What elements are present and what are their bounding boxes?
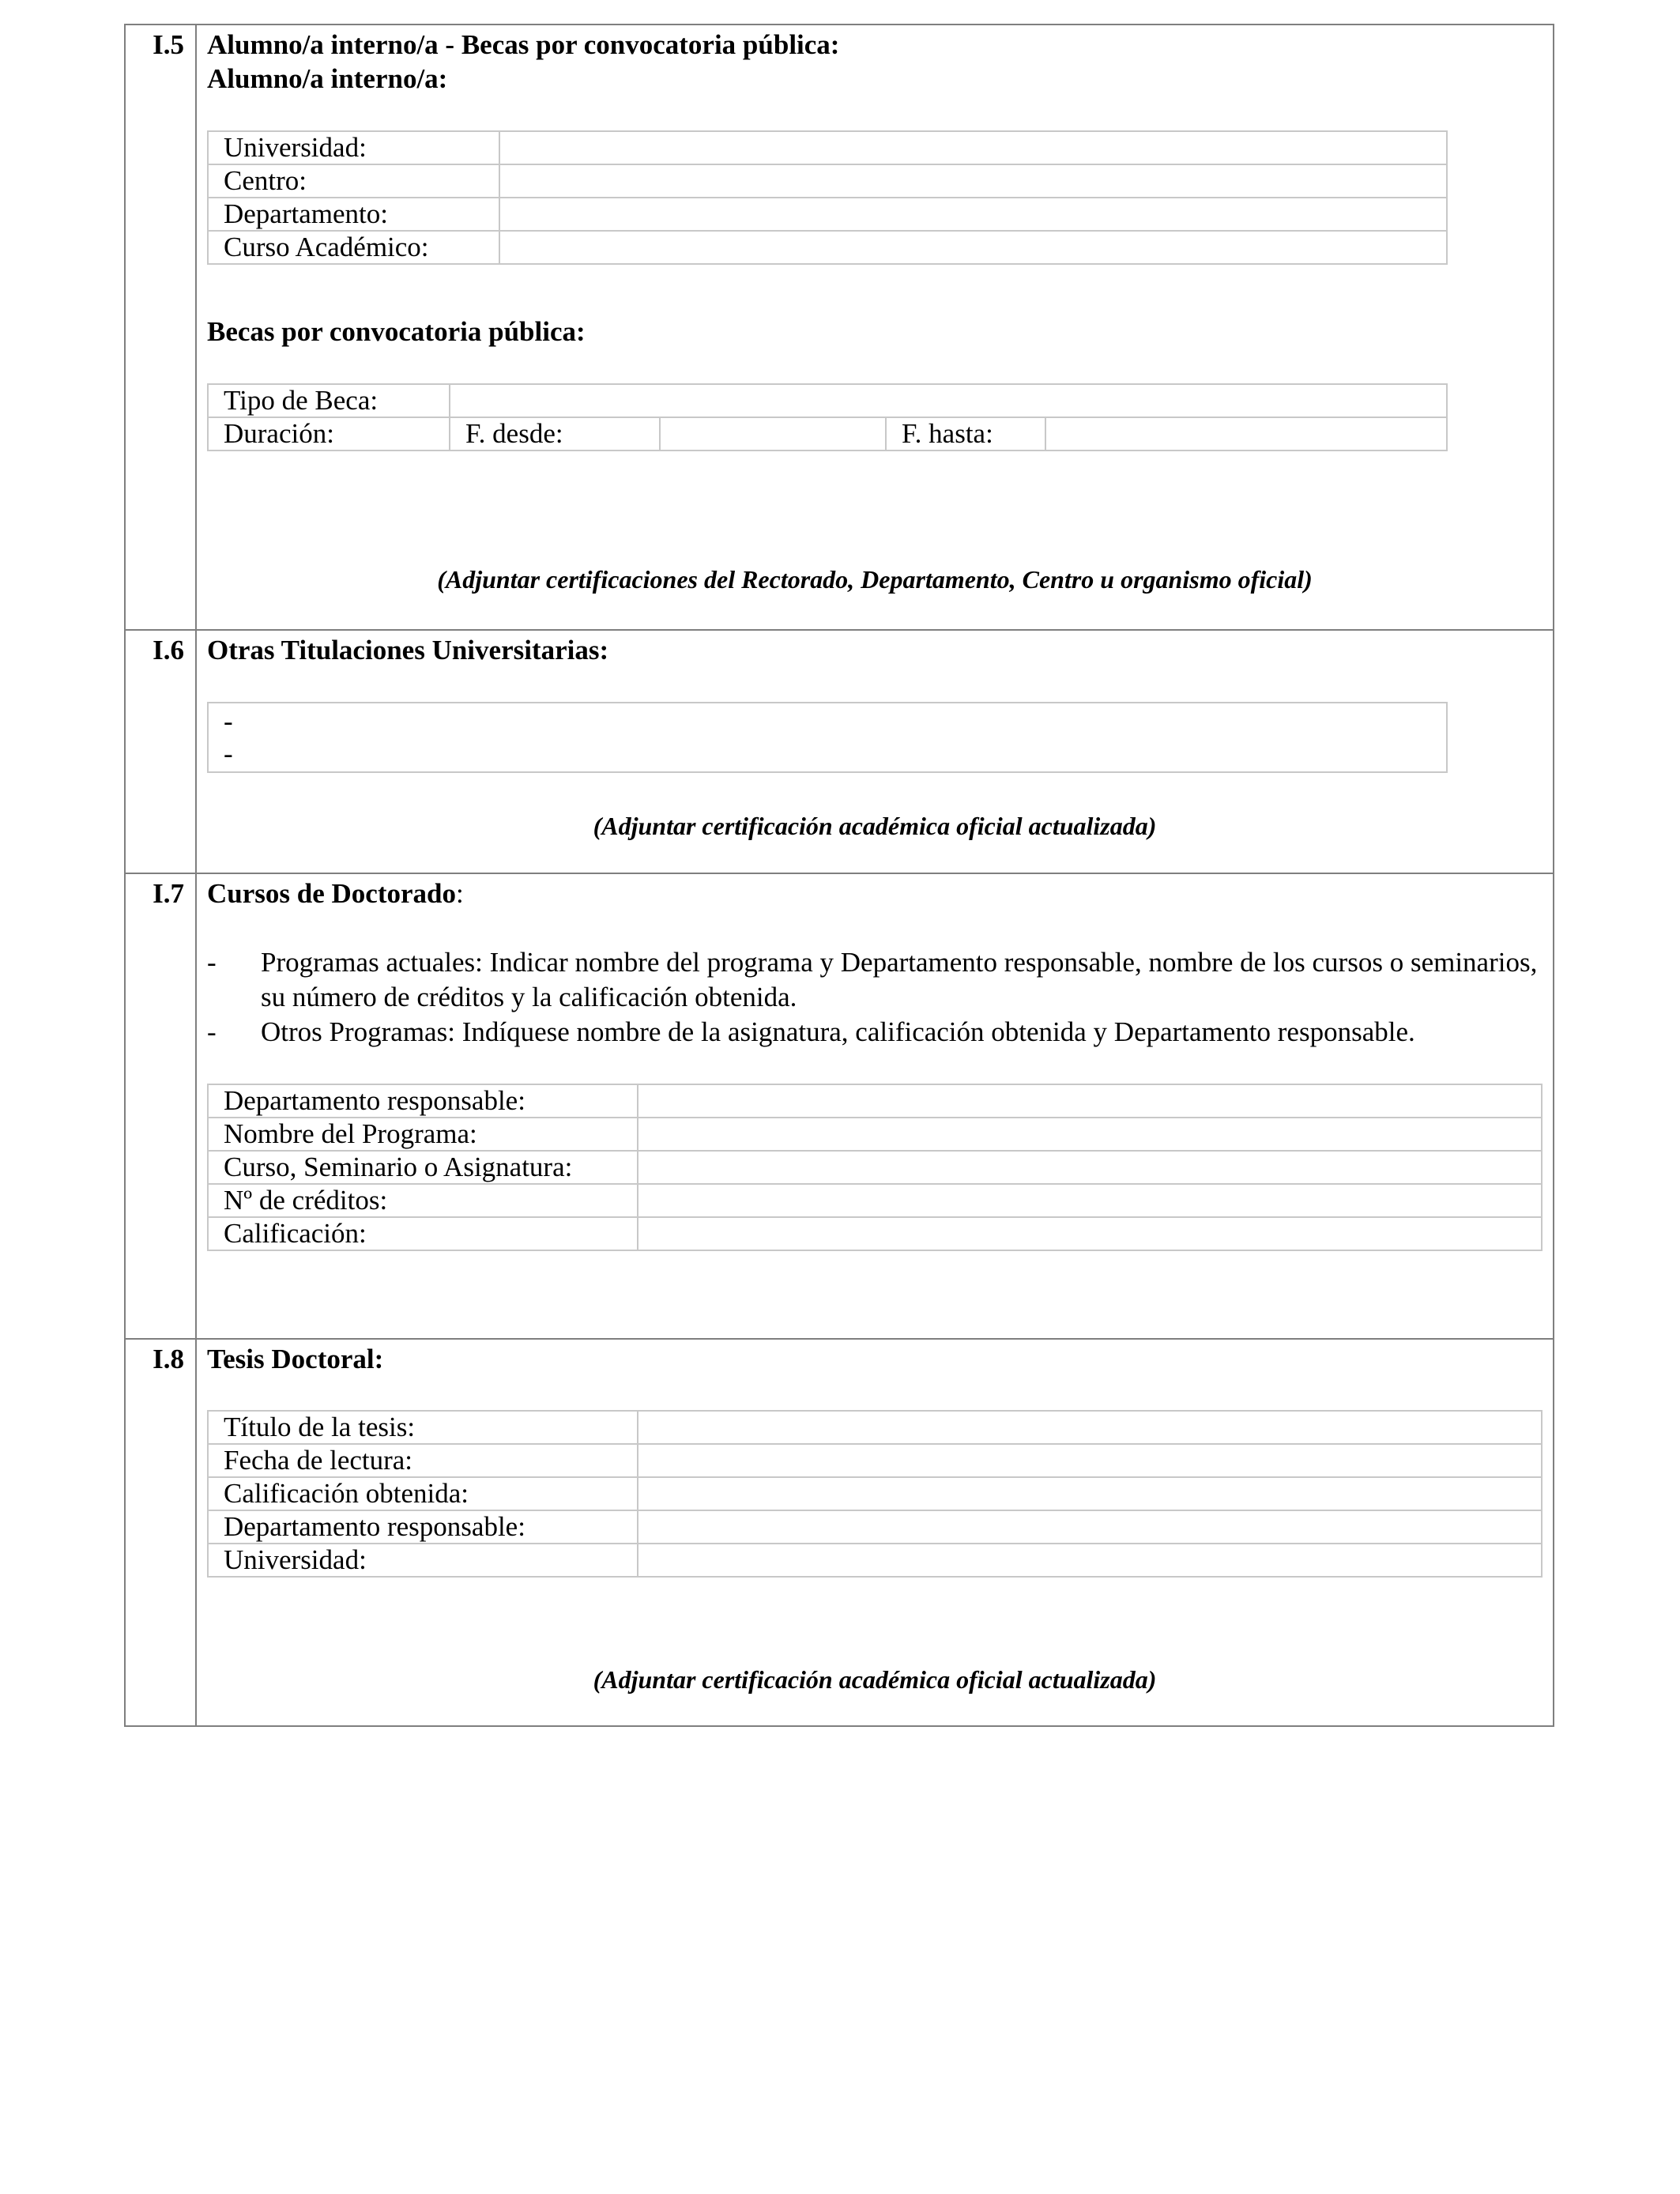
tesis-doctoral-table: [207, 1410, 1543, 1578]
table-row: [208, 1084, 1542, 1118]
field-label: Centro:: [208, 164, 499, 198]
table-row: [208, 131, 1447, 164]
section-heading-i6: Otras Titulaciones Universitarias:: [207, 635, 609, 665]
field-label: Duración:: [208, 417, 450, 450]
field-label: Departamento:: [208, 198, 499, 231]
universidad-tesis-input[interactable]: [638, 1544, 1542, 1577]
section-divider-i8: [124, 1338, 1554, 1340]
departamento-responsable-input[interactable]: [638, 1084, 1542, 1118]
section-number-i5: I.5: [153, 29, 184, 60]
bullet-marker: -: [207, 947, 217, 978]
field-label: F. hasta:: [886, 417, 1045, 450]
fecha-desde-input[interactable]: [660, 417, 886, 450]
section-divider-i6: [124, 629, 1554, 631]
titulo-tesis-input[interactable]: [638, 1411, 1542, 1444]
table-row: [208, 1184, 1542, 1217]
field-label: Tipo de Beca:: [208, 384, 450, 417]
field-label: Departamento responsable:: [208, 1084, 638, 1118]
section-number-i6: I.6: [153, 635, 184, 665]
titulaciones-box[interactable]: [207, 702, 1448, 773]
departamento-tesis-input[interactable]: [638, 1510, 1542, 1544]
heading-colon: :: [455, 878, 464, 909]
section-number-i8: I.8: [153, 1344, 184, 1374]
field-label: Nº de créditos:: [208, 1184, 638, 1217]
field-label: Universidad:: [208, 1544, 638, 1577]
alumno-interno-table: [207, 130, 1448, 265]
table-row: [208, 1217, 1542, 1250]
section-heading-i5: Alumno/a interno/a - Becas por convocatoria pública:: [207, 29, 840, 60]
note-i8: (Adjuntar certificación académica oficial actualizada): [593, 1665, 1157, 1694]
number-column-divider: [195, 24, 197, 1727]
heading-text: Cursos de Doctorado: [207, 878, 456, 909]
field-label: F. desde:: [450, 417, 660, 450]
becas-table: [207, 383, 1448, 451]
centro-input[interactable]: [499, 164, 1447, 198]
list-item: [207, 945, 1550, 1015]
list-item: [207, 1015, 1550, 1050]
field-label: Departamento responsable:: [208, 1510, 638, 1544]
table-row: [208, 384, 1447, 417]
table-row: [208, 1544, 1542, 1577]
table-row: [208, 1118, 1542, 1151]
field-label: Título de la tesis:: [208, 1411, 638, 1444]
nombre-programa-input[interactable]: [638, 1118, 1542, 1151]
alumno-interno-heading: Alumno/a interno/a:: [207, 63, 448, 94]
table-row: [208, 231, 1447, 264]
calificacion-input[interactable]: [638, 1217, 1542, 1250]
note-i6: (Adjuntar certificación académica oficial actualizada): [593, 812, 1157, 840]
departamento-input[interactable]: [499, 198, 1447, 231]
fecha-lectura-input[interactable]: [638, 1444, 1542, 1477]
section-heading-i8: Tesis Doctoral:: [207, 1344, 384, 1374]
field-label: Curso Académico:: [208, 231, 499, 264]
fecha-hasta-input[interactable]: [1045, 417, 1447, 450]
table-row: [208, 164, 1447, 198]
table-row: [208, 1151, 1542, 1184]
bullet-text: Otros Programas: Indíquese nombre de la asignatura, calificación obtenida y Departamento responsable.: [261, 1016, 1415, 1047]
table-row: [208, 198, 1447, 231]
curso-academico-input[interactable]: [499, 231, 1447, 264]
instructions-list: [207, 945, 1550, 1050]
field-label: Curso, Seminario o Asignatura:: [208, 1151, 638, 1184]
becas-heading: Becas por convocatoria pública:: [207, 316, 586, 347]
note-i5: (Adjuntar certificaciones del Rectorado, Departamento, Centro u organismo oficial): [437, 565, 1313, 594]
table-row: [208, 1477, 1542, 1510]
bullet-text: Programas actuales: Indicar nombre del programa y Departamento responsable, nombre de los cursos o seminarios, su número de créditos y la calificación obtenida.: [261, 947, 1538, 1012]
table-row: [208, 1444, 1542, 1477]
field-label: Universidad:: [208, 131, 499, 164]
tipo-beca-input[interactable]: [450, 384, 1447, 417]
section-divider-i7: [124, 873, 1554, 874]
table-row: [208, 1510, 1542, 1544]
field-label: Calificación obtenida:: [208, 1477, 638, 1510]
section-number-i7: I.7: [153, 878, 184, 909]
field-label: Nombre del Programa:: [208, 1118, 638, 1151]
table-row: [208, 417, 1447, 450]
universidad-input[interactable]: [499, 131, 1447, 164]
table-row: [208, 1411, 1542, 1444]
creditos-input[interactable]: [638, 1184, 1542, 1217]
curso-seminario-input[interactable]: [638, 1151, 1542, 1184]
field-label: Fecha de lectura:: [208, 1444, 638, 1477]
list-item: -: [224, 738, 233, 769]
calificacion-obtenida-input[interactable]: [638, 1477, 1542, 1510]
list-item: -: [224, 706, 233, 737]
bullet-marker: -: [207, 1016, 217, 1047]
field-label: Calificación:: [208, 1217, 638, 1250]
section-heading-i7: [207, 877, 464, 910]
cursos-doctorado-table: [207, 1084, 1543, 1251]
